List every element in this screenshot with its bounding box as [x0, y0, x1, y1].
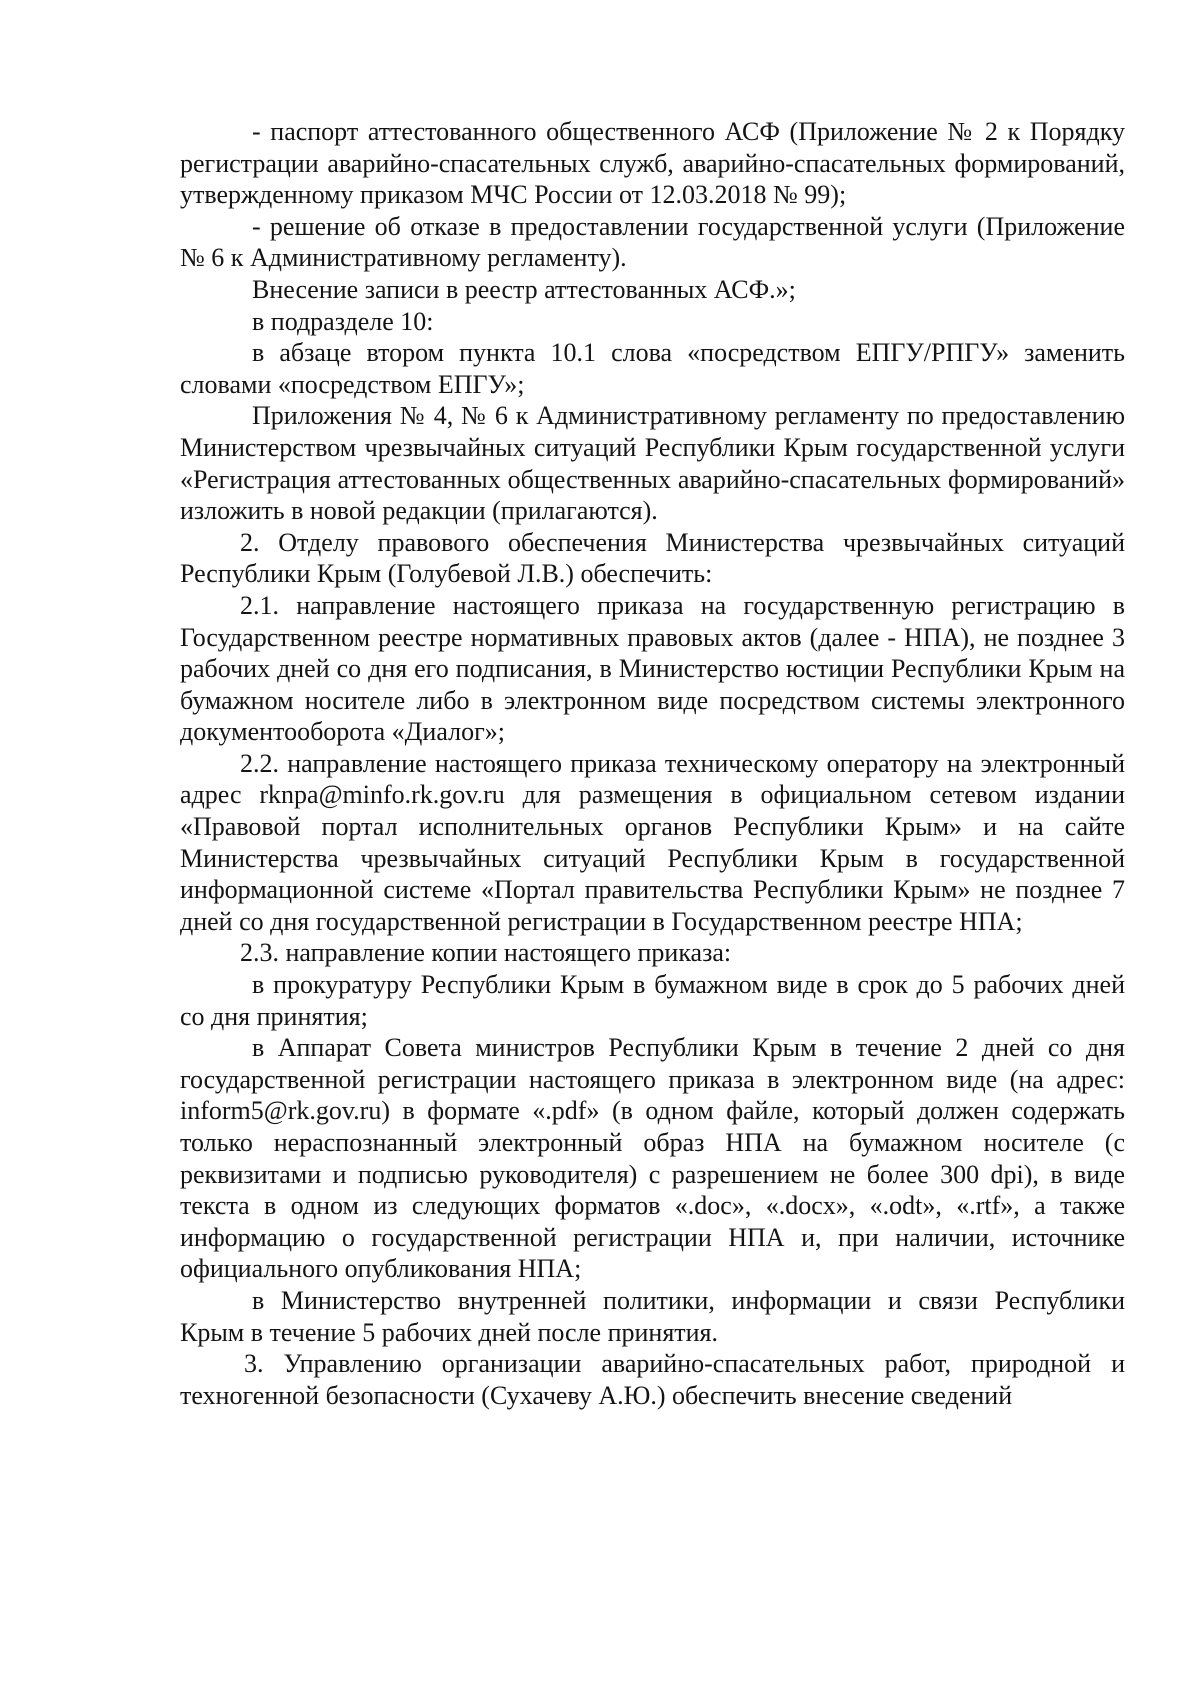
paragraph-item-2-2: 2.2. направление настоящего приказа техническому оператору на электронный адрес rknpa@minfo.rk.gov.ru для размещения в официальном сетевом издании «Правовой портал исполнительных органов Республики Крым» и на сайте Министерства чрезвычайных ситуаций Республики Крым в государственной информационной системе «Портал правительства Республики Крым» не позднее 7 дней со дня государственной регистрации в Государственном реестре НПА; [180, 748, 1125, 936]
paragraph-item-2-3: 2.3. направление копии настоящего приказа: [240, 938, 732, 968]
paragraph-refusal-decision: - решение об отказе в предоставлении государственной услуги (Приложение № 6 к Административному регламенту). [180, 211, 1125, 273]
paragraph-council-apparatus: в Аппарат Совета министров Республики Крым в течение 2 дней со дня государственной регистрации настоящего приказа в электронном виде (на адрес: inform5@rk.gov.ru) в формате «.pdf» (в одном файле, который должен содержать только нераспознанный электронный образ НПА на бумажном носителе (с реквизитами и подписью руководителя) с разрешением не более 300 dpi), в виде текста в одном из следующих форматов «.doc», «.docx», «.odt», «.rtf», а также информацию о государственной регистрации НПА и, при наличии, источнике официального опубликования НПА; [180, 1033, 1125, 1284]
paragraph-internal-policy-ministry: в Министерство внутренней политики, информации и связи Республики Крым в течение 5 рабочих дней после принятия. [180, 1285, 1125, 1347]
paragraph-appendices: Приложения № 4, № 6 к Административному регламенту по предоставлению Министерством чрезвычайных ситуаций Республики Крым государственной услуги «Регистрация аттестованных общественных аварийно-спасательных формирований» изложить в новой редакции (прилагаются). [180, 401, 1125, 526]
document-body [180, 116, 1125, 1411]
paragraph-item-3: 3. Управлению организации аварийно-спасательных работ, природной и техногенной безопасности (Сухачеву А.Ю.) обеспечить внесение сведений [180, 1349, 1125, 1410]
paragraph-registry-entry: Внесение записи в реестр аттестованных АСФ.»; [252, 274, 796, 304]
paragraph-item-2: 2. Отделу правового обеспечения Министерства чрезвычайных ситуаций Республики Крым (Голубевой Л.В.) обеспечить: [180, 527, 1125, 589]
paragraph-item-2-1: 2.1. направление настоящего приказа на государственную регистрацию в Государственном реестре нормативных правовых актов (далее - НПА), не позднее 3 рабочих дней со дня его подписания, в Министерство юстиции Республики Крым на бумажном носителе либо в электронном виде посредством системы электронного документооборота «Диалог»; [180, 590, 1125, 747]
paragraph-prosecutor: в прокуратуру Республики Крым в бумажном виде в срок до 5 рабочих дней со дня принятия; [180, 970, 1125, 1031]
paragraph-asf-passport: - паспорт аттестованного общественного АСФ (Приложение № 2 к Порядку регистрации аварийно-спасательных служб, аварийно-спасательных формирований, утвержденному приказом МЧС России от 12.03.2018 № 99); [180, 117, 1125, 210]
paragraph-clause-10-1: в абзаце втором пункта 10.1 слова «посредством ЕПГУ/РПГУ» заменить словами «посредством ЕПГУ»; [180, 338, 1125, 399]
paragraph-subsection-10: в подразделе 10: [252, 306, 434, 336]
